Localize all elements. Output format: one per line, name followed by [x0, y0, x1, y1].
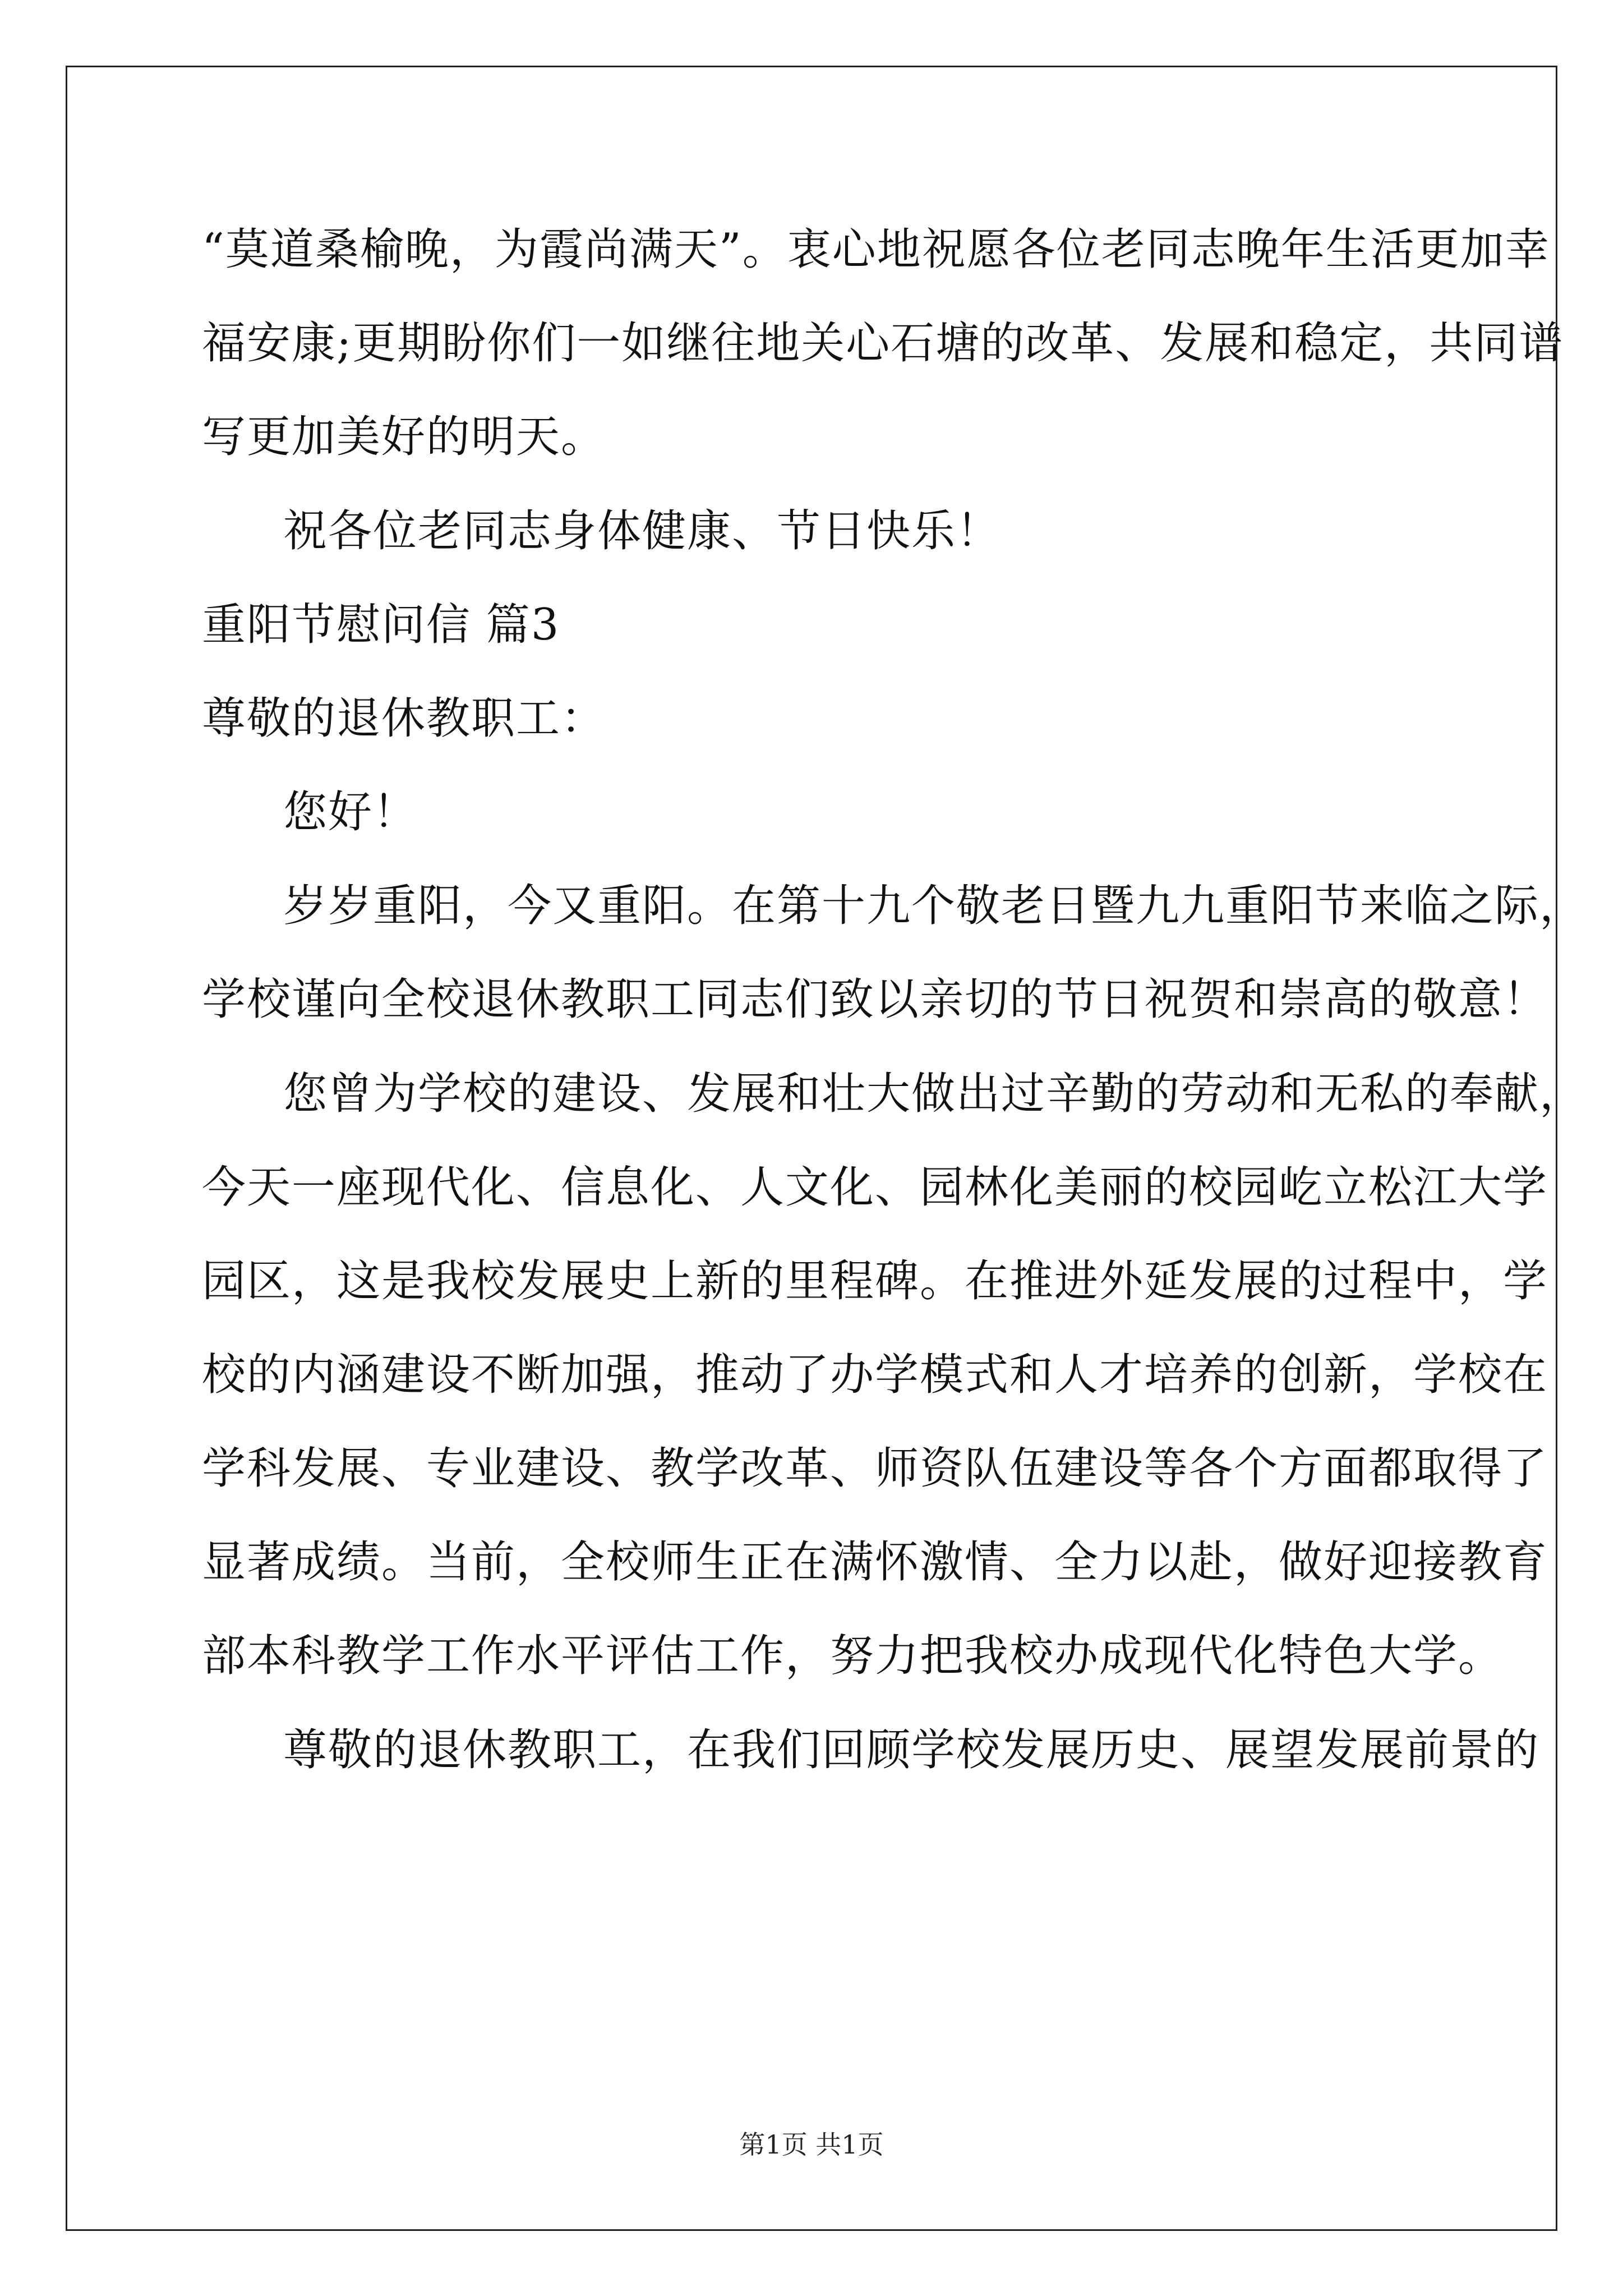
text-line: 福安康;更期盼你们一如继往地关心石塘的改革、发展和稳定，共同谱	[202, 318, 1564, 369]
greeting: 您好！	[283, 787, 418, 838]
text-line: 您曾为学校的建设、发展和壮大做出过辛勤的劳动和无私的奉献，	[283, 1069, 1585, 1119]
section-heading: 重阳节慰问信 篇3	[202, 600, 560, 650]
text-line: 尊敬的退休教职工，在我们回顾学校发展历史、展望发展前景的	[283, 1725, 1540, 1775]
text-line: 学科发展、专业建设、教学改革、师资队伍建设等各个方面都取得了	[202, 1443, 1548, 1494]
text-line: 显著成绩。当前，全校师生正在满怀激情、全力以赴，做好迎接教育	[202, 1537, 1548, 1588]
text-line: 园区，这是我校发展史上新的里程碑。在推进外延发展的过程中，学	[202, 1256, 1548, 1306]
text-line: 校的内涵建设不断加强，推动了办学模式和人才培养的创新，学校在	[202, 1350, 1548, 1400]
text-line: 祝各位老同志身体健康、节日快乐！	[283, 506, 1002, 556]
text-line: 部本科教学工作水平评估工作，努力把我校办成现代化特色大学。	[202, 1631, 1504, 1681]
text-line: “莫道桑榆晚，为霞尚满天”。衷心地祝愿各位老同志晚年生活更加幸	[202, 224, 1550, 275]
text-line: 岁岁重阳，今又重阳。在第十九个敬老日暨九九重阳节来临之际，	[283, 881, 1585, 931]
page-frame	[66, 66, 1557, 2231]
text-line: 写更加美好的明天。	[202, 412, 606, 462]
page-footer: 第1页 共1页	[739, 2129, 884, 2160]
salutation: 尊敬的退休教职工：	[202, 693, 606, 744]
text-line: 学校谨向全校退休教职工同志们致以亲切的节日祝贺和崇高的敬意！	[202, 974, 1548, 1025]
text-line: 今天一座现代化、信息化、人文化、园林化美丽的校园屹立松江大学	[202, 1162, 1548, 1213]
